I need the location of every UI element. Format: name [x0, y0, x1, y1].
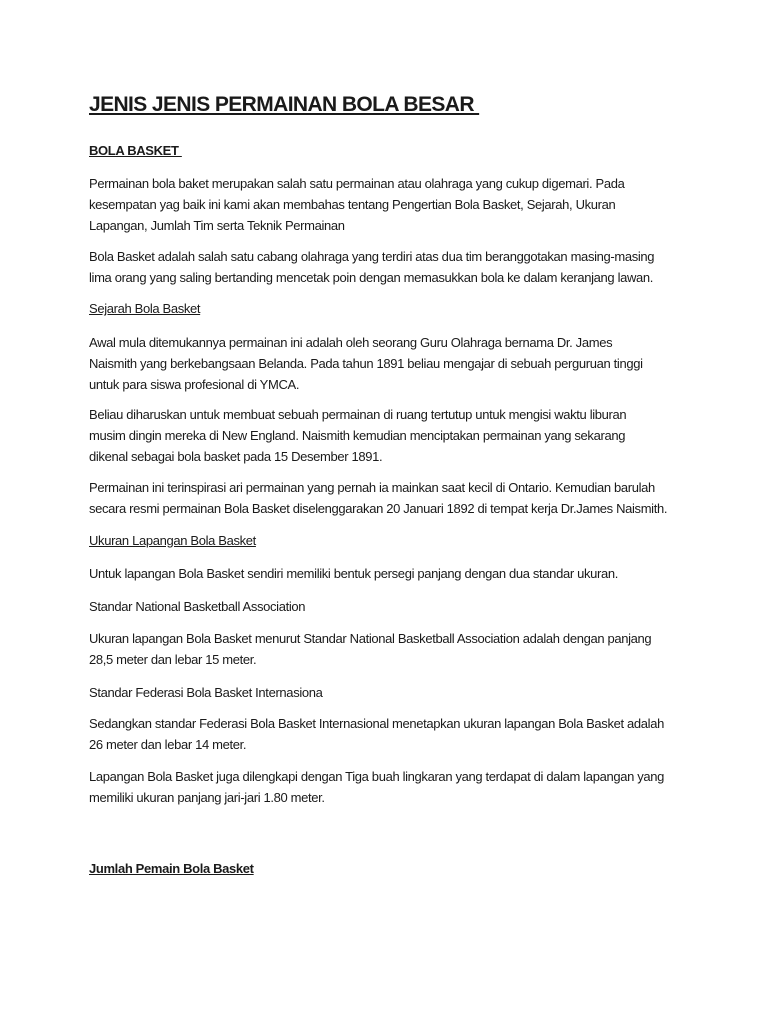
- text-line: kesempatan yag baik ini kami akan membahas tentang Pengertian Bola Basket, Sejarah, Ukuran: [89, 197, 616, 212]
- text-line: Permainan ini terinspirasi ari permainan yang pernah ia mainkan saat kecil di Ontario. Kemudian barulah: [89, 480, 655, 495]
- text-line: Ukuran lapangan Bola Basket menurut Standar National Basketball Association adalah dengan panjang: [89, 631, 652, 646]
- text-line: Lapangan Bola Basket juga dilengkapi dengan Tiga buah lingkaran yang terdapat di dalam lapangan yang: [89, 769, 665, 784]
- text-line: lima orang yang saling bertanding mencetak poin dengan memasukkan bola ke dalam keranjang lawan.: [89, 270, 654, 285]
- text-line: untuk para siswa profesional di YMCA.: [89, 377, 300, 392]
- text-line: Sedangkan standar Federasi Bola Basket Internasional menetapkan ukuran lapangan Bola Basket adalah: [89, 716, 664, 731]
- paragraph-fiba: [89, 713, 664, 755]
- subheading-nba: Standar National Basketball Association: [89, 599, 306, 614]
- document-title: JENIS JENIS PERMAINAN BOLA BESAR: [89, 93, 480, 116]
- text-line: Lapangan, Jumlah Tim serta Teknik Permainan: [89, 218, 345, 233]
- paragraph-intro: [89, 173, 624, 236]
- text-line: Bola Basket adalah salah satu cabang olahraga yang terdiri atas dua tim beranggotakan masing-masing: [89, 249, 655, 264]
- text-line: Permainan bola baket merupakan salah satu permainan atau olahraga yang cukup digemari. Pada: [89, 176, 625, 191]
- heading-bola-basket: BOLA BASKET: [89, 143, 182, 158]
- paragraph-nba: [89, 628, 651, 670]
- text-line: Untuk lapangan Bola Basket sendiri memiliki bentuk persegi panjang dengan dua standar ukuran.: [89, 566, 618, 581]
- paragraph-history-2: [89, 404, 626, 467]
- text-line: secara resmi permainan Bola Basket diselenggarakan 20 Januari 1892 di tempat kerja Dr.James Naismith.: [89, 501, 668, 516]
- heading-ukuran: Ukuran Lapangan Bola Basket: [89, 533, 256, 548]
- paragraph-history-1: [89, 332, 643, 395]
- text-line: 28,5 meter dan lebar 15 meter.: [89, 652, 257, 667]
- paragraph-court-intro: [89, 563, 618, 584]
- heading-sejarah: Sejarah Bola Basket: [89, 301, 201, 316]
- paragraph-circles: [89, 766, 664, 808]
- text-line: memiliki ukuran panjang jari-jari 1.80 meter.: [89, 790, 325, 805]
- paragraph-definition: [89, 246, 654, 288]
- text-line: Awal mula ditemukannya permainan ini adalah oleh seorang Guru Olahraga bernama Dr. James: [89, 335, 613, 350]
- paragraph-history-3: [89, 477, 667, 519]
- text-line: dikenal sebagai bola basket pada 15 Desember 1891.: [89, 449, 383, 464]
- text-line: musim dingin mereka di New England. Naismith kemudian menciptakan permainan yang sekarang: [89, 428, 626, 443]
- heading-jumlah-pemain: Jumlah Pemain Bola Basket: [89, 861, 254, 876]
- text-line: Beliau diharuskan untuk membuat sebuah permainan di ruang tertutup untuk mengisi waktu liburan: [89, 407, 627, 422]
- subheading-fiba: Standar Federasi Bola Basket Internasiona: [89, 685, 323, 700]
- text-line: Naismith yang berkebangsaan Belanda. Pada tahun 1891 beliau mengajar di sebuah perguruan tinggi: [89, 356, 643, 371]
- text-line: 26 meter dan lebar 14 meter.: [89, 737, 247, 752]
